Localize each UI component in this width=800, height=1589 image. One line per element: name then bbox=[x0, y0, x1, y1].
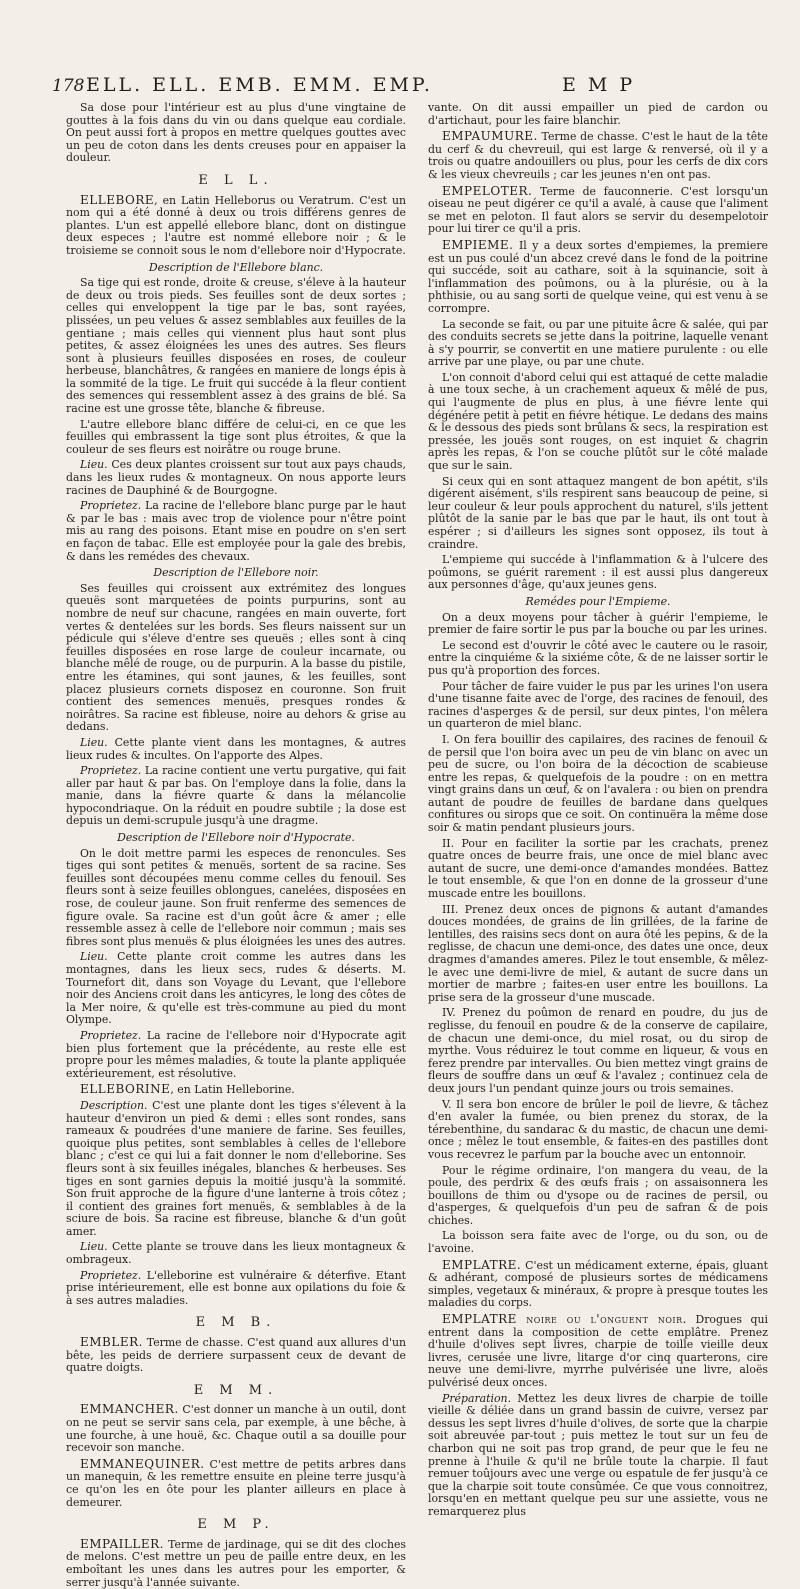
entry-emplatre-noire bbox=[428, 1313, 768, 1390]
lead-label: Proprietez. bbox=[80, 499, 142, 513]
lead-label: Proprietez. bbox=[80, 1028, 142, 1042]
entry-text: C'est mettre de petits arbres dans un manequin, & les remettre ensuite en pleine terre jusqu'à ce qu'on les en ôte pour les planter ailleurs en place à demeurer. bbox=[66, 1457, 406, 1509]
paragraph: Sa dose pour l'intérieur est au plus d'une vingtaine de gouttes à la fois dans du vin ou dans quelque eau cordiale. On peut aussi fort à propos en mettre quelques gouttes avec un peu de coton dans les dents creuses pour en appaiser la douleur. bbox=[66, 101, 406, 165]
entry-text: Terme de chasse. C'est le haut de la tête du cerf & du chevreuil, qui est large & renversé, où il y a trois ou quatre andouillers ou plus, pour les cerfs de dix cors & les vieux chevreuils ; car les jeunes n'en ont pas. bbox=[428, 130, 768, 181]
paragraph-text: C'est une plante dont les tiges s'élevent à la hauteur d'environ un pied & demi : elles sont rondes, sans rameaux & poudrées d'une maniere de farine. Ses feuilles, quoique plus petites, sont semblables à celles de l'ellebore blanc ; c'est ce qui lui a fait donner le nom d'elleborine. Ses fleurs sont à six feuilles inégales, blanches & herbeuses. Ses tiges en sont garnies depuis la moitié jusqu'à la sommité. Son fruit approche de la figure d'une lanterne à trois côtez ; il contient des graines fort menuës, & semblables à de la sciure de bois. Sa racine est fibreuse, blanche & d'un goût amer. bbox=[66, 1098, 406, 1238]
paragraph-text: Mettez les deux livres de charpie de toille vieille & déliée dans un grand bassin de cuivre, versez par dessus les sept livres d'huile d'olives, de sorte que la charpie soit abreuvée par-tout ; puis mettez le tout sur un feu de charbon qui ne soit pas trop grand, de peur que le feu ne prenne à l'huile & qu'il ne brûle toute la charpie. Il faut remuer toûjours avec une verge ou espatule de fer jusqu'à ce que la charpie soit toute consûmée. Ce que vous connoitrez, lorsqu'en en mettant quelque peu sur une assiette, vous ne remarquerez plus bbox=[428, 1391, 768, 1518]
paragraph: Pour le régime ordinaire, l'on mangera du veau, de la poule, des perdrix & des œufs frais ; on assaisonnera les bouillons de thim ou d'ysope ou de racines de persil, ou d'asperges, & quelquefois d'un peu de safran & de pois chiches. bbox=[428, 1163, 768, 1227]
paragraph: L'on connoit d'abord celui qui est attaqué de cette maladie à une toux seche, à un crachement aqueux & mêlé de pus, qui l'augmente de plus en plus, à une fiévre lente qui dégénére petit à petit en fiévre hétique. Le dedans des mains & le dessous des pieds sont brûlans & secs, la respiration est pressée, les jouës sont rouges, on est inquiet & chagrin après les repas, & l'on se couche plûtôt sur le côté malade que sur le sain. bbox=[428, 370, 768, 473]
left-column bbox=[66, 101, 406, 1589]
paragraph-text: L'elleborine est vulnéraire & déterfive. Etant prise intérieurement, elle est bonne aux opilations du foie & à ses autres maladies. bbox=[66, 1268, 406, 1307]
paragraph-text: Cette plante croit comme les autres dans les montagnes, dans les lieux secs, rudes & déserts. M. Tournefort dit, dans son Voyage du Levant, que l'ellebore noir des Anciens croit dans les anticyres, le long des côtes de la Mer noire, & qu'elle est très-commune au pied du mont Olympe. bbox=[66, 950, 406, 1027]
entry-headword: EMPLATRE noire ou l'onguent noir. bbox=[442, 1312, 687, 1327]
paragraph bbox=[66, 1100, 406, 1239]
lead-label: Lieu. bbox=[80, 1240, 108, 1254]
section-heading-ell: E L L. bbox=[198, 172, 274, 188]
entry-text: Il y a deux sortes d'empiemes, la premiere est un pus coulé d'un abcez crevé dans le fond de la poitrine qui succéde, soit au cathare, soit à la squinancie, soit à l'inflammation des poûmons, ou à la plurésie, ou à la phthisie, ou au sang sorti de quelque veine, qui est venu à se corrompre. bbox=[428, 238, 768, 315]
paragraph: Pour tâcher de faire vuider le pus par les urines l'on usera d'une tisanne faite avec de l'orge, des racines de fenouil, des racines d'asperges & de persil, sur deux pintes, l'on mêlera un quarteron de miel blanc. bbox=[428, 679, 768, 731]
paragraph: L'empieme qui succéde à l'inflammation & à l'ulcere des poûmons, se guérit rarement : il est aussi plus dangereux aux personnes d'âge, qu'aux jeunes gens. bbox=[428, 553, 768, 592]
entry-empeloter bbox=[428, 185, 768, 236]
entry-headword: EMBLER. bbox=[80, 1335, 143, 1350]
paragraph: Si ceux qui en sont attaquez mangent de bon apétit, s'ils digérent aisément, s'ils respirent sans beaucoup de peine, si leur couleur & leur pouls approchent du naturel, s'ils jettent plûtôt de la sanie par le bas que par le haut, ils ont tout à espérer ; si d'ailleurs les signes sont opposez, ils tout à craindre. bbox=[428, 474, 768, 551]
lead-label: Préparation. bbox=[442, 1391, 512, 1405]
entry-headword: EMPELOTER. bbox=[442, 183, 533, 198]
paragraph: On a deux moyens pour tâcher à guérir l'empieme, le premier de faire sortir le pus par la bouche ou par les urines. bbox=[428, 610, 768, 637]
entry-empaumure bbox=[428, 130, 768, 181]
entry-headword: EMPAUMURE. bbox=[442, 129, 538, 144]
lead-label: Lieu. bbox=[80, 458, 108, 472]
lead-label: Description. bbox=[80, 1098, 148, 1112]
entry-ellebore bbox=[66, 194, 406, 258]
entry-text: , en Latin Helleborine. bbox=[170, 1083, 295, 1097]
section-heading-emb: E M B. bbox=[195, 1315, 277, 1331]
paragraph bbox=[66, 1030, 406, 1080]
remedy-3: III. Prenez deux onces de pignons & autant d'amandes douces mondées, de grains de lin grillées, de la farine de lentilles, des raisins secs dont on aura ôté les pepins, & de la reglisse, de chacun une demi-once, des dates une once, deux dragmes d'amandes ameres. Pilez le tout ensemble, & mêlez-le avec une demi-livre de miel, & autant de sucre dans un mortier de marbre ; faites-en user entre les bouillons. La prise sera de la grosseur d'une muscade. bbox=[428, 902, 768, 1004]
paragraph: La boisson sera faite avec de l'orge, ou du son, ou de l'avoine. bbox=[428, 1229, 768, 1256]
paragraph-text: Cette plante vient dans les montagnes, & autres lieux rudes & incultes. On l'apporte des Alpes. bbox=[66, 735, 406, 762]
paragraph bbox=[428, 1393, 768, 1519]
entry-text: C'est donner un manche à un outil, dont on ne peut se servir sans cela, par exemple, à une bêche, à une fourche, à une houë, &c. Chaque outil a sa douille pour recevoir son manche. bbox=[66, 1403, 406, 1455]
entry-text: Terme de fauconnerie. C'est lorsqu'un oiseau ne peut digérer ce qu'il a avalé, à cause que l'aliment se met en peloton. Il faut alors se servir du desempelotoir pour lui tirer ce qu'il a pris. bbox=[428, 184, 768, 236]
lead-label: Proprietez. bbox=[80, 1268, 142, 1282]
entry-headword: ELLEBORE bbox=[80, 192, 155, 207]
entry-emmancher bbox=[66, 1403, 406, 1454]
entry-text: Terme de jardinage, qui se dit des cloches de melons. C'est mettre un peu de paille entre deux, en les emboîtant les unes dans les autres pour les emporter, & serrer jusqu'à l'année suivante. bbox=[66, 1537, 406, 1589]
entry-headword: EMMANEQUINER. bbox=[80, 1456, 205, 1471]
running-head-right: EMP bbox=[562, 74, 645, 96]
entry-headword: EMPAILLER. bbox=[80, 1536, 164, 1551]
running-head bbox=[52, 74, 762, 100]
paragraph: La seconde se fait, ou par une pituite âcre & salée, qui par des conduits secrets se jette dans la poitrine, laquelle venant à s'y pourrir, se convertit en une matiere purulente : ou elle arrive par une playe, ou par une chute. bbox=[428, 317, 768, 369]
entry-text: Terme de chasse. C'est quand aux allures d'un bête, les peids de derriere surpassent ceux de devant de quatre doigts. bbox=[66, 1336, 406, 1375]
paragraph bbox=[66, 737, 406, 762]
lead-label: Lieu. bbox=[80, 735, 108, 749]
entry-headword: EMMANCHER. bbox=[80, 1402, 179, 1417]
entry-text: C'est un médicament externe, épais, gluant & adhérant, composé de plusieurs sortes de médicamens simples, vegetaux & minéraux, & propre à presque toutes les maladies du corps. bbox=[428, 1258, 768, 1310]
paragraph-text: La racine de l'ellebore blanc purge par le haut & par le bas : mais avec trop de violence pour n'être point mis au rang des poisons. Etant mise en poudre on s'en sert en façon de tabac. Elle est employée pour la gale des brebis, & dans les remédes des chevaux. bbox=[66, 499, 406, 563]
paragraph bbox=[66, 951, 406, 1027]
paragraph: On le doit mettre parmi les especes de renoncules. Ses tiges qui sont petites & menuës, sortent de sa racine. Ses feuilles sont découpées menu comme celles du fenouil. Ses fleurs sont à seize feuilles oblongues, canelées, disposées en rose, de couleur jaune. Son fruit renferme des semences de figure ovale. Sa racine est d'un goût âcre & amer ; elle ressemble assez à celle de l'ellebore noir commun ; mais ses fibres sont plus menuës & plus éloignées les unes des autres. bbox=[66, 846, 406, 948]
paragraph-text: La racine de l'ellebore noir d'Hypocrate agit bien plus fortement que la précédente, au reste elle est propre pour les mêmes maladies, & toute la plante appliquée extérieurement, est résolutive. bbox=[66, 1028, 406, 1080]
entry-headword: EMPIEME. bbox=[442, 237, 514, 252]
paragraph: Sa tige qui est ronde, droite & creuse, s'éleve à la hauteur de deux ou trois pieds. Ses feuilles sont de deux sortes ; celles qui enveloppent la tige par le bas, sont rayées, plissées, un peu velues & assez semblables aux feuilles de la gentiane ; mais celles qui viennent plus haut sont plus petites, & assez éloignées les unes des autres. Ses fleurs sont à plusieurs feuilles disposées en roses, de couleur herbeuse, blanchâtres, & rangées en maniere de longs épis à la sommité de la tige. Le fruit qui succéde à la fleur contient des semences qui ressemblent assez à des grains de blé. Sa racine est une grosse tête, blanche & fibreuse. bbox=[66, 276, 406, 416]
lead-label: Lieu. bbox=[80, 950, 108, 964]
right-column bbox=[428, 101, 769, 1518]
page-number: 178 bbox=[52, 76, 85, 96]
paragraph bbox=[66, 500, 406, 563]
entry-elleborine bbox=[66, 1083, 406, 1097]
entry-emplatre bbox=[428, 1259, 768, 1310]
paragraph bbox=[66, 1241, 406, 1266]
paragraph: L'autre ellebore blanc différe de celui-ci, en ce que les feuilles qui embrassent la tige sont plus étroites, & que la couleur de ses fleurs est noirâtre ou rouge brune. bbox=[66, 417, 406, 456]
subheading-desc-noir: Description de l'Ellebore noir. bbox=[153, 566, 319, 580]
remedy-1: I. On fera bouillir des capilaires, des racines de fenouil & de persil que l'on boira avec un peu de vin blanc on avec un peu de sucre, ou l'on boira de la décoction de scabieuse entre les repas, & quelquefois de la poudre : on en mettra vingt grains dans un œuf, & on l'avalera : ou bien on prendra autant de poudre de feuilles de bardane dans quelques confitures ou sirops que ce soit. On continuëra la même dose soir & matin pendant plusieurs jours. bbox=[428, 732, 768, 835]
subheading-desc-blanc: Description de l'Ellebore blanc. bbox=[148, 260, 324, 274]
paragraph bbox=[66, 459, 406, 497]
paragraph bbox=[66, 765, 406, 828]
remedy-5: V. Il sera bon encore de brûler le poil de lievre, & tâchez d'en avaler la fumée, ou bien prenez du storax, de la térebenthine, du sandarac & du mastic, de chacun une demi-once ; mêlez le tout ensemble, & faites-en des pastilles dont vous recevrez le parfum par la bouche avec un entonnoir. bbox=[428, 1097, 768, 1161]
section-heading-emm: E M M. bbox=[193, 1382, 279, 1398]
paragraph-text: Cette plante se trouve dans les lieux montagneux & ombrageux. bbox=[66, 1240, 406, 1267]
entry-text: Drogues qui entrent dans la composition de cette emplâtre. Prenez d'huile d'olives sept livres, charpie de toille vieille deux livres, cerusée une livre, litarge d'or cinq quarterons, cire neuve une demi-livre, myrrhe pulvérisée une livre, aloës pulvérisé deux onces. bbox=[428, 1313, 768, 1389]
entry-text: , en Latin Helleborus ou Veratrum. C'est un nom qui a été donné à deux ou trois différens genres de plantes. L'un est appellé ellebore blanc, dont on distingue deux especes ; l'autre est nommé ellebore noir ; & le troisieme se connoit sous le nom d'ellebore noir d'Hypocrate. bbox=[66, 193, 406, 257]
paragraph-text: Ces deux plantes croissent sur tout aux pays chauds, dans les lieux rudes & montagneux. On nous apporte leurs racines de Dauphiné & de Bourgogne. bbox=[66, 458, 406, 497]
entry-emmanequiner bbox=[66, 1458, 406, 1509]
paragraph: Le second est d'ouvrir le côté avec le cautere ou le rasoir, entre la cinquiéme & la sixiéme côte, & de ne laisser sortir le pus qu'à proportion des forces. bbox=[428, 638, 769, 677]
paragraph-text: La racine contient une vertu purgative, qui fait aller par haut & par bas. On l'employe dans la folie, dans la manie, dans la fiévre quarte & dans la mélancolie hypocondriaque. On la réduit en poudre subtile ; la dose est depuis un demi-scrupule jusqu'à une dragme. bbox=[66, 764, 406, 828]
running-head-left: ELL. ELL. EMB. EMM. EMP. bbox=[86, 74, 433, 96]
entry-headword: EMPLATRE. bbox=[442, 1257, 522, 1272]
entry-embler bbox=[66, 1336, 406, 1375]
paragraph: vante. On dit aussi empailler un pied de cardon ou d'artichaut, pour les faire blanchir. bbox=[428, 101, 768, 127]
section-heading-emp: E M P. bbox=[197, 1517, 275, 1533]
remedy-2: II. Pour en faciliter la sortie par les crachats, prenez quatre onces de beurre frais, une once de miel blanc avec autant de sucre, une demi-once d'amandes mondées. Battez le tout ensemble, & que l'on en donne de la grosseur d'une muscade entre les bouillons. bbox=[428, 836, 768, 901]
paragraph bbox=[66, 1270, 406, 1308]
subheading-desc-hypocrate: Description de l'Ellebore noir d'Hypocrate. bbox=[117, 831, 355, 845]
subheading-remedes: Remédes pour l'Empieme. bbox=[525, 594, 671, 608]
lead-label: Proprietez. bbox=[80, 764, 142, 778]
entry-empailler bbox=[66, 1538, 406, 1589]
remedy-4: IV. Prenez du poûmon de renard en poudre, du jus de reglisse, du fenouil en poudre & de la conserve de capilaire, de chacun une demi-once, du miel rosat, ou du sirop de myrthe. Vous réduirez le tout comme en liqueur, & vous en ferez prendre par intervalles. Ou bien mettez vingt grains de fleurs de souffre dans un œuf & l'avalez ; continuez cela de deux jours l'un pendant quinze jours ou trois semaines. bbox=[428, 1006, 768, 1095]
paragraph: Ses feuilles qui croissent aux extrémitez des longues queuës sont marquetées de points purpurins, sont au nombre de neuf sur chacune, rangées en main ouverte, fort vertes & dentelées sur les bords. Ses fleurs naissent sur un pédicule qui s'éleve d'entre ses queuës ; elles sont à cinq feuilles disposées en rose large de couleur incarnate, ou blanche mêlé de rouge, ou de purpurin. A la basse du pistile, entre les étamines, qui sont jaunes, & les feuilles, sont placez plusieurs cornets disposez en couronne. Son fruit contient des semences menuës, presques rondes & noirâtres. Sa racine est fibleuse, noire au dehors & grise au dedans. bbox=[66, 581, 406, 734]
entry-empieme bbox=[428, 239, 768, 316]
entry-headword: ELLEBORINE bbox=[80, 1082, 171, 1097]
